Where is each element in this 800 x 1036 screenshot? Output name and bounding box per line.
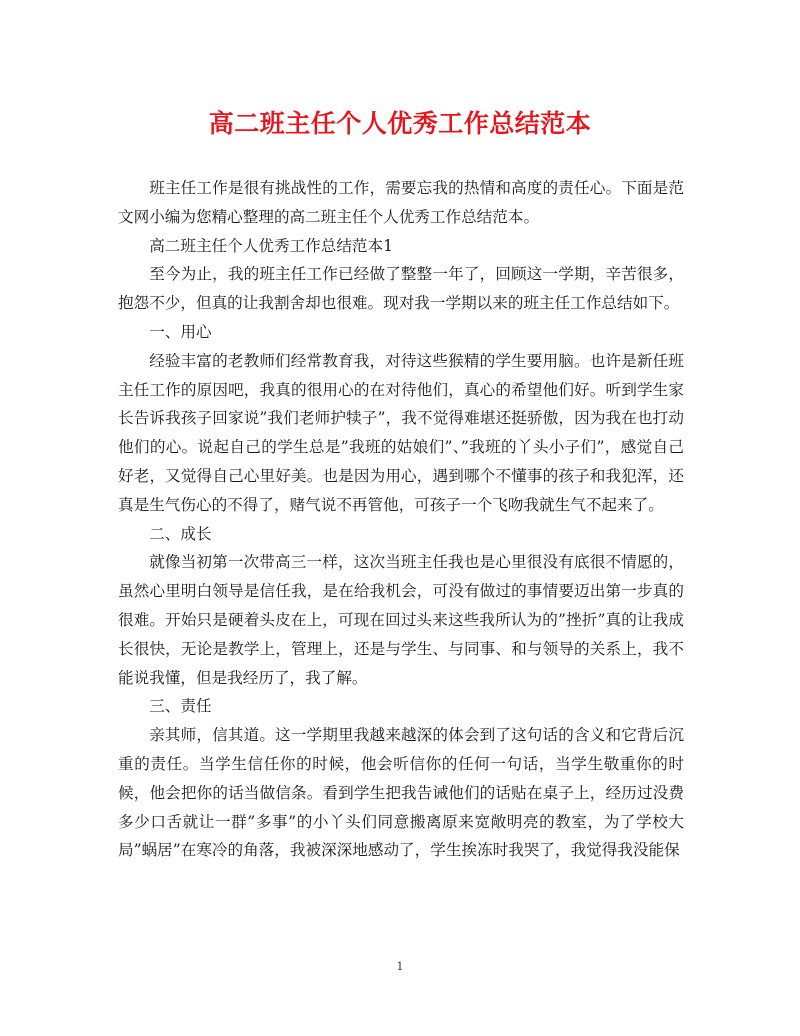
- document-title: 高二班主任个人优秀工作总结范本: [208, 109, 592, 138]
- section-heading-2: 二、成长: [149, 524, 212, 543]
- intro-paragraph: 班主任工作是很有挑战性的工作，需要忘我的热情和高度的责任心。下面是范文网小编为您精心整理的高二班主任个人优秀工作总结范本。: [118, 179, 684, 226]
- section-heading-3: 三、责任: [149, 697, 212, 716]
- section-heading-1: 一、用心: [149, 322, 212, 341]
- body-paragraph: 亲其师，信其道。这一学期里我越来越深的体会到了这句话的含义和它背后沉重的责任。当学生信任你的时候，他会听信你的任何一句话，当学生敬重你的时候，他会把你的话当做信条。看到学生把我告诫他们的话贴在桌子上，经历过没费多少口舌就让一群”多事”的小丫头们同意搬离原来宽敞明亮的教室，为了学校大局”蜗居”在寒冷的角落，我被深深地感动了，学生挨冻时我哭了，我觉得我没能保: [118, 726, 684, 860]
- body-paragraph: 经验丰富的老教师们经常教育我，对待这些猴精的学生要用脑。也许是新任班主任工作的原因吧，我真的很用心的在对待他们，真心的希望他们好。听到学生家长告诉我孩子回家说”我们老师护犊子”，我不觉得难堪还挺骄傲，因为我在也打动他们的心。说起自己的学生总是”我班的姑娘们”、”我班的丫头小子们”，感觉自己好老，又觉得自己心里好美。也是因为用心，遇到哪个不懂事的孩子和我犯浑，还真是生气伤心的不得了，赌气说不再管他，可孩子一个飞吻我就生气不起来了。: [118, 351, 684, 514]
- body-paragraph: 至今为止，我的班主任工作已经做了整整一年了，回顾这一学期，辛苦很多，抱怨不少，但真的让我割舍却也很难。现对我一学期以来的班主任工作总结如下。: [118, 265, 684, 313]
- body-paragraph: 就像当初第一次带高三一样，这次当班主任我也是心里很没有底很不情愿的，虽然心里明白领导是信任我，是在给我机会，可没有做过的事情要迈出第一步真的很难。开始只是硬着头皮在上，可现在回过头来这些我所认为的”挫折”真的让我成长很快，无论是教学上，管理上，还是与学生、与同事、和与领导的关系上，我不能说我懂，但是我经历了，我了解。: [118, 553, 684, 687]
- page-number: 1: [396, 960, 404, 973]
- section-heading-sample-1: 高二班主任个人优秀工作总结范本1: [149, 236, 394, 255]
- document-body: [118, 174, 684, 865]
